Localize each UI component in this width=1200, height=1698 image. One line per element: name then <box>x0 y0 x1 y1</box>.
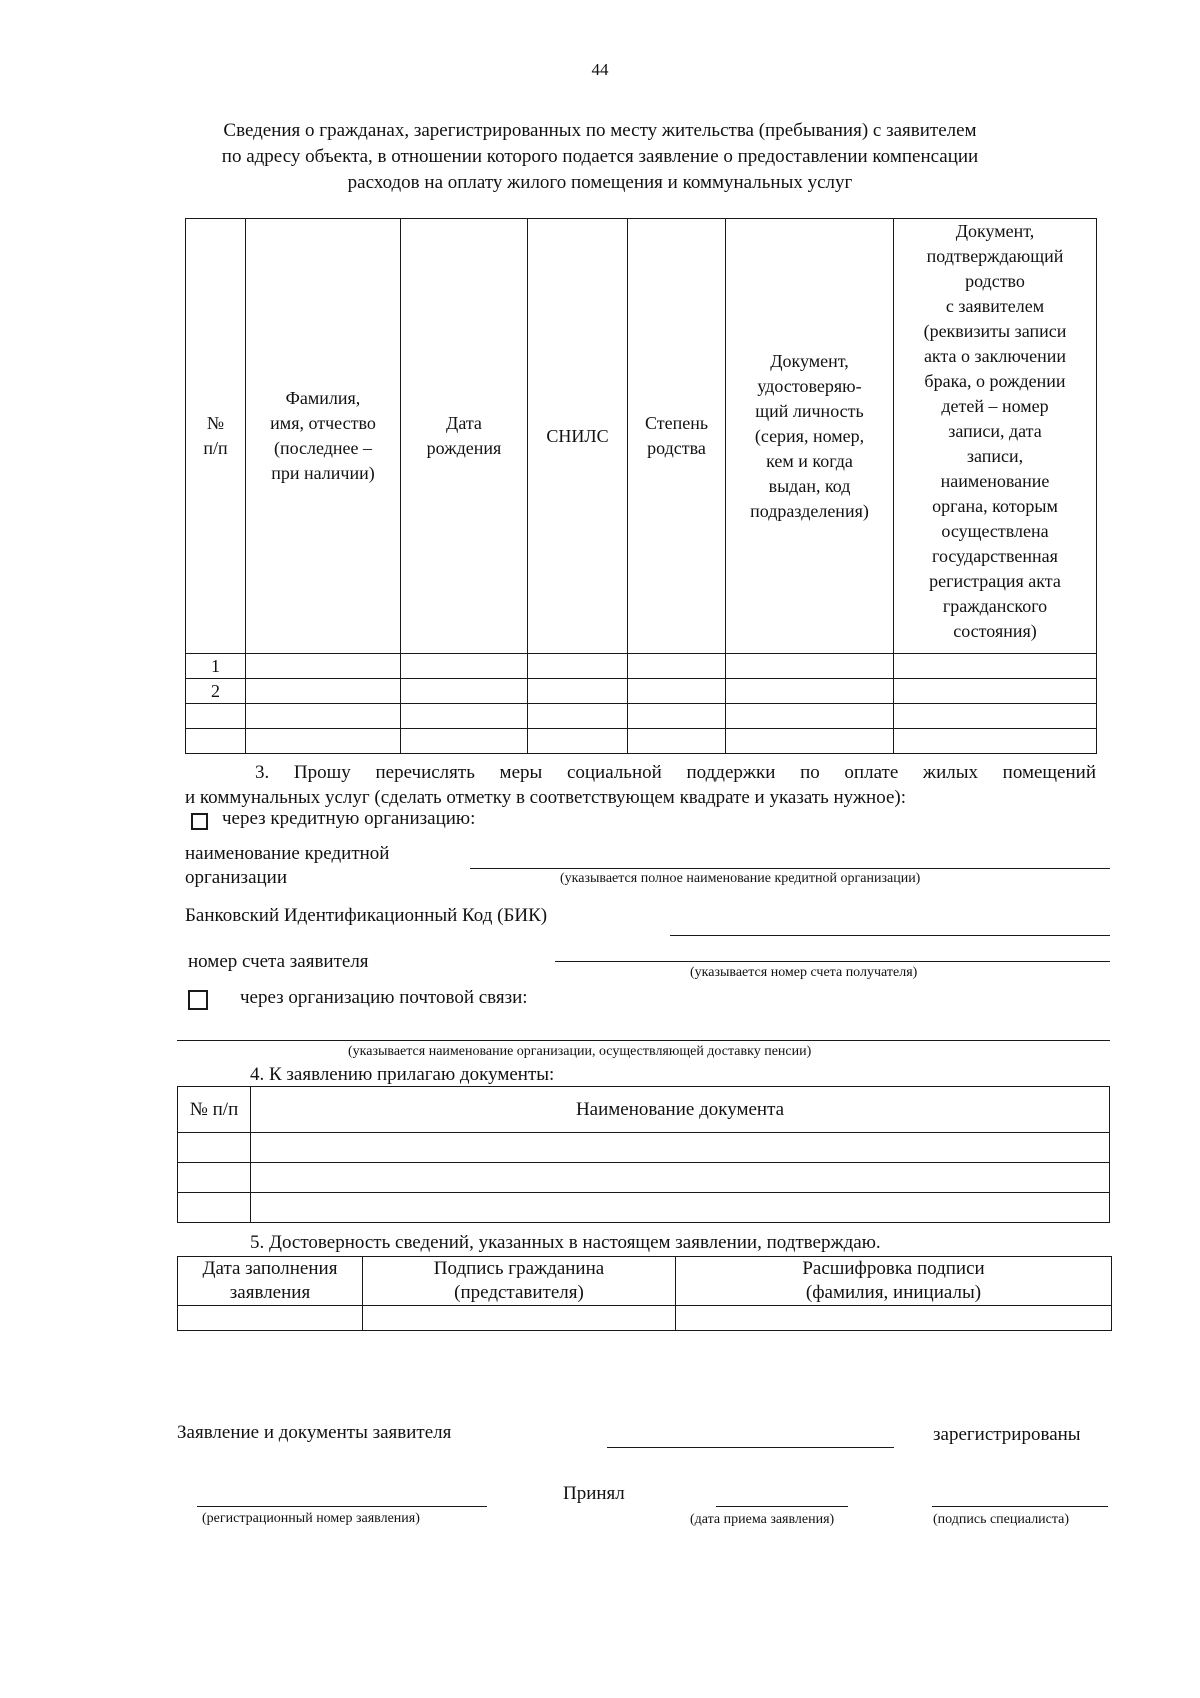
confirmation-table <box>177 1256 1112 1331</box>
specialist-signature-hint: (подпись специалиста) <box>933 1512 1070 1527</box>
bik-label: Банковский Идентификационный Код (БИК) <box>185 905 548 926</box>
table-cell[interactable] <box>528 654 628 679</box>
col-kinship-document: Документ, подтверждающий родство с заявителем (реквизиты записи акта о заключении брака, о рождении детей – номер записи, дата записи, наименование органа, которым осуществлена государственная регистрация акта гражданского состояния) <box>894 219 1097 654</box>
col-number: № п/п <box>186 219 246 654</box>
col-full-name: Фамилия, имя, отчество (последнее – при наличии) <box>246 219 401 654</box>
table-cell[interactable] <box>528 704 628 729</box>
table-cell[interactable] <box>726 704 894 729</box>
table-cell[interactable] <box>246 679 401 704</box>
table-cell[interactable] <box>251 1193 1110 1223</box>
col-doc-name: Наименование документа <box>251 1087 1110 1133</box>
table-cell[interactable] <box>246 704 401 729</box>
table-cell[interactable] <box>628 654 726 679</box>
accept-date-field[interactable] <box>716 1506 848 1507</box>
table-cell[interactable] <box>178 1163 251 1193</box>
accepted-label: Принял <box>563 1483 625 1504</box>
table-cell[interactable] <box>178 1306 363 1331</box>
table-cell[interactable] <box>894 679 1097 704</box>
table-cell[interactable] <box>246 729 401 754</box>
table-cell[interactable] <box>676 1306 1112 1331</box>
specialist-signature-field[interactable] <box>932 1506 1108 1507</box>
documents-table <box>177 1086 1110 1223</box>
section4-title: 4. К заявлению прилагаю документы: <box>250 1064 555 1085</box>
registered-word: зарегистрированы <box>933 1424 1081 1445</box>
title-line-2: по адресу объекта, в отношении которого подается заявление о предоставлении компенсации <box>221 146 979 167</box>
section3-text-line2: и коммунальных услуг (сделать отметку в соответствующем квадрате и указать нужное): <box>185 787 906 808</box>
accept-date-hint: (дата приема заявления) <box>690 1512 835 1527</box>
table-row <box>178 1193 1110 1223</box>
table-cell[interactable] <box>528 679 628 704</box>
table-cell[interactable] <box>401 704 528 729</box>
account-field[interactable] <box>555 961 1110 962</box>
col-doc-number: № п/п <box>178 1087 251 1133</box>
bank-name-label-line2: организации <box>185 867 288 888</box>
table-cell[interactable] <box>726 679 894 704</box>
title-line-3: расходов на оплату жилого помещения и коммунальных услуг <box>347 172 853 193</box>
bank-name-field[interactable] <box>470 868 1110 869</box>
table-row <box>186 654 1097 679</box>
docs-registered-label: Заявление и документы заявителя <box>177 1422 452 1443</box>
table-cell[interactable] <box>628 704 726 729</box>
bik-field[interactable] <box>670 935 1110 936</box>
table-row <box>178 1306 1112 1331</box>
citizens-table <box>185 218 1097 754</box>
post-organization-field[interactable] <box>177 1040 1110 1041</box>
table-cell[interactable] <box>401 654 528 679</box>
account-hint: (указывается номер счета получателя) <box>690 965 918 980</box>
row-number: 1 <box>186 654 246 679</box>
col-birth-date: Дата рождения <box>401 219 528 654</box>
table-row <box>178 1163 1110 1193</box>
col-relation-degree: Степень родства <box>628 219 726 654</box>
page-number: 44 <box>591 60 609 79</box>
table-cell[interactable] <box>628 679 726 704</box>
table-cell[interactable] <box>894 729 1097 754</box>
account-label: номер счета заявителя <box>188 951 369 972</box>
bank-name-hint: (указывается полное наименование кредитной организации) <box>560 871 921 886</box>
bank-option-checkbox[interactable] <box>191 813 208 830</box>
table-cell[interactable] <box>246 654 401 679</box>
col-identity-document: Документ, удостоверяю- щий личность (серия, номер, кем и когда выдан, код подразделения) <box>726 219 894 654</box>
post-option-label: через организацию почтовой связи: <box>240 987 528 1008</box>
table-row <box>186 679 1097 704</box>
col-snils: СНИЛС <box>528 219 628 654</box>
row-number <box>186 704 246 729</box>
table-row <box>186 704 1097 729</box>
col-signature-decoding: Расшифровка подписи (фамилия, инициалы) <box>676 1257 1112 1306</box>
page-title <box>150 118 1050 196</box>
table-cell[interactable] <box>401 679 528 704</box>
table-cell[interactable] <box>401 729 528 754</box>
table-cell[interactable] <box>726 729 894 754</box>
registration-field[interactable] <box>607 1447 894 1448</box>
table-cell[interactable] <box>894 704 1097 729</box>
table-row <box>186 729 1097 754</box>
table-row <box>178 1133 1110 1163</box>
table-cell[interactable] <box>178 1133 251 1163</box>
bank-option-label: через кредитную организацию: <box>222 808 476 829</box>
table-cell[interactable] <box>178 1193 251 1223</box>
table-cell[interactable] <box>251 1163 1110 1193</box>
post-hint: (указывается наименование организации, осуществляющей доставку пенсии) <box>348 1044 812 1059</box>
table-cell[interactable] <box>363 1306 676 1331</box>
table-cell[interactable] <box>726 654 894 679</box>
col-fill-date: Дата заполнения заявления <box>178 1257 363 1306</box>
reg-number-hint: (регистрационный номер заявления) <box>202 1511 420 1526</box>
confirmation-table-header <box>178 1257 1112 1306</box>
table-cell[interactable] <box>528 729 628 754</box>
row-number: 2 <box>186 679 246 704</box>
citizens-table-header <box>186 219 1097 654</box>
title-line-1: Сведения о гражданах, зарегистрированных по месту жительства (пребывания) с заявителем <box>223 120 977 141</box>
table-cell[interactable] <box>894 654 1097 679</box>
section3-text-line1: 3. Прошу перечислять меры социальной поддержки по оплате жилых помещений <box>255 762 1096 783</box>
table-cell[interactable] <box>628 729 726 754</box>
section5-title: 5. Достоверность сведений, указанных в настоящем заявлении, подтверждаю. <box>250 1232 881 1253</box>
col-citizen-signature: Подпись гражданина (представителя) <box>363 1257 676 1306</box>
row-number <box>186 729 246 754</box>
reg-number-field[interactable] <box>197 1506 487 1507</box>
table-cell[interactable] <box>251 1133 1110 1163</box>
post-option-checkbox[interactable] <box>188 990 208 1010</box>
bank-name-label-line1: наименование кредитной <box>185 843 390 864</box>
documents-table-header <box>178 1087 1110 1133</box>
